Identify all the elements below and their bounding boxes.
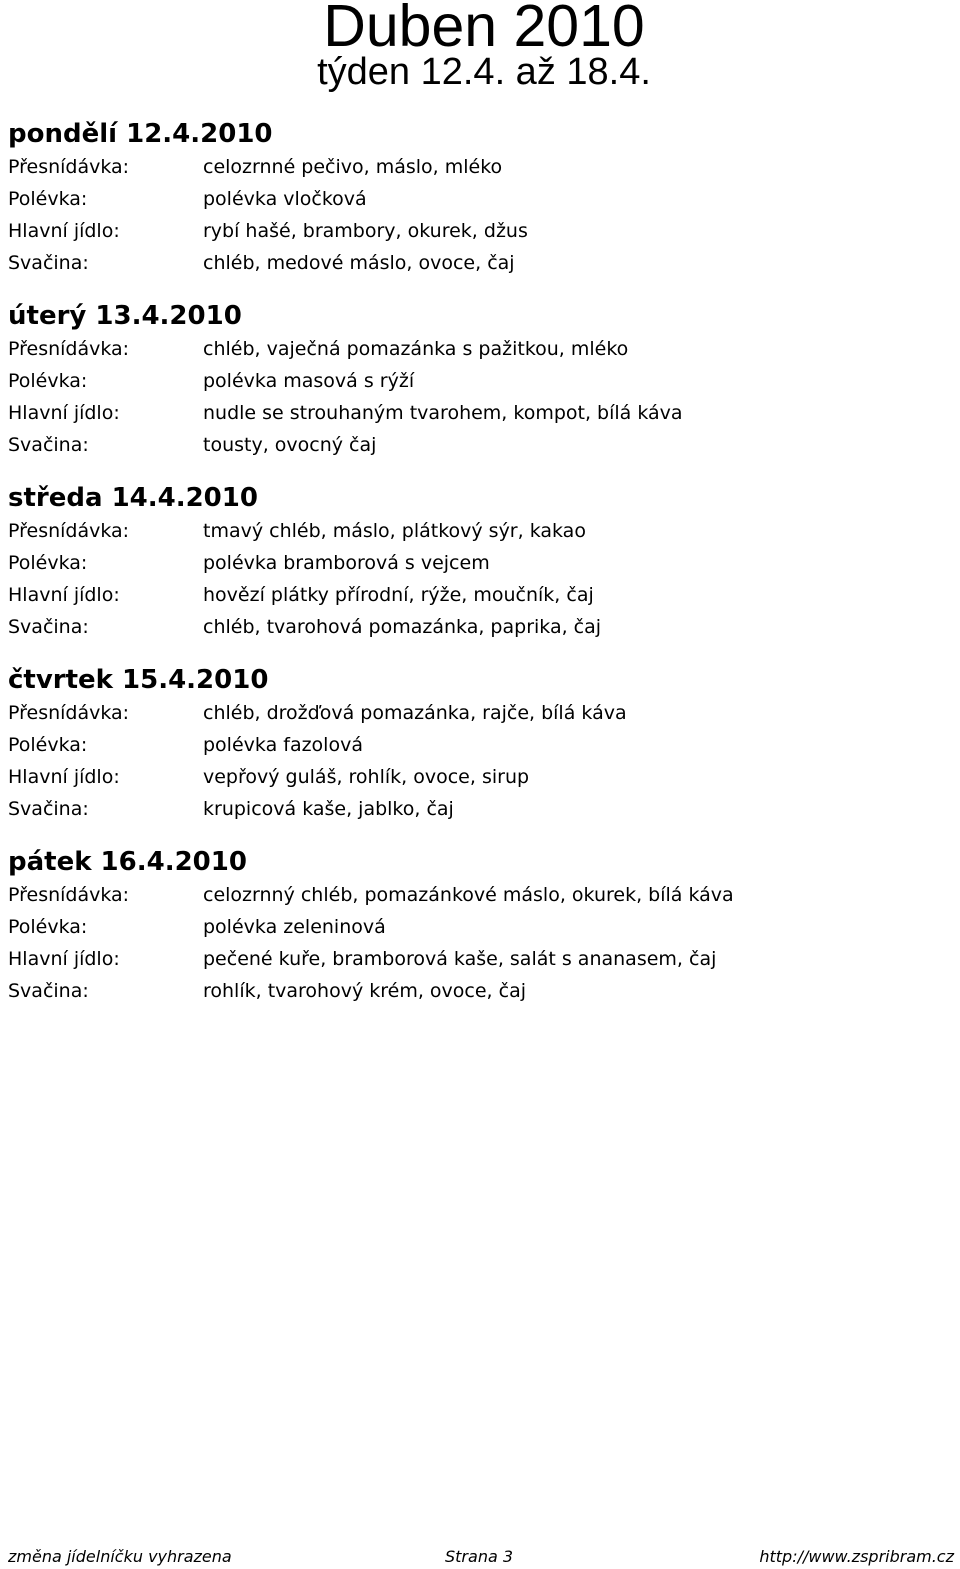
meal-text: polévka vločková: [203, 188, 367, 210]
meal-row-snack: [8, 975, 953, 1007]
meal-text: nudle se strouhaným tvarohem, kompot, bílá káva: [203, 402, 683, 424]
day-heading: pondělí 12.4.2010: [8, 119, 273, 149]
footer-disclaimer: změna jídelníčku vyhrazena: [8, 1547, 232, 1566]
meal-row-snack: [8, 247, 953, 279]
meal-label: Svačina:: [8, 434, 89, 456]
page-title: Duben 2010: [323, 0, 645, 59]
footer-url: http://www.zspribram.cz: [759, 1547, 954, 1566]
meal-text: chléb, drožďová pomazánka, rajče, bílá káva: [203, 702, 627, 724]
meal-row-breakfast: [8, 333, 953, 365]
meal-text: hovězí plátky přírodní, rýže, moučník, čaj: [203, 584, 594, 606]
meal-label: Hlavní jídlo:: [8, 402, 120, 424]
meal-text: polévka zeleninová: [203, 916, 386, 938]
meal-text: pečené kuře, bramborová kaše, salát s ananasem, čaj: [203, 948, 717, 970]
meal-text: chléb, tvarohová pomazánka, paprika, čaj: [203, 616, 602, 638]
page-number: Strana 3: [445, 1547, 514, 1566]
day-heading: úterý 13.4.2010: [8, 301, 242, 331]
meal-row-breakfast: [8, 879, 953, 911]
meal-text: celozrnné pečivo, máslo, mléko: [203, 156, 503, 178]
meal-text: polévka masová s rýží: [203, 370, 415, 392]
meal-label: Polévka:: [8, 552, 88, 574]
meal-row-breakfast: [8, 151, 953, 183]
meal-label: Přesnídávka:: [8, 338, 130, 360]
meal-label: Přesnídávka:: [8, 884, 130, 906]
meal-row-soup: [8, 365, 953, 397]
meal-row-soup: [8, 729, 953, 761]
day-section: [8, 299, 953, 461]
meal-text: chléb, vaječná pomazánka s pažitkou, mléko: [203, 338, 629, 360]
meal-label: Polévka:: [8, 370, 88, 392]
meal-label: Polévka:: [8, 734, 88, 756]
meal-row-soup: [8, 183, 953, 215]
meal-label: Přesnídávka:: [8, 702, 130, 724]
day-heading: pátek 16.4.2010: [8, 847, 247, 877]
meal-row-snack: [8, 429, 953, 461]
meal-label: Svačina:: [8, 252, 89, 274]
meal-label: Přesnídávka:: [8, 520, 130, 542]
meal-label: Polévka:: [8, 188, 88, 210]
week-range: týden 12.4. až 18.4.: [317, 51, 651, 93]
day-heading: středa 14.4.2010: [8, 483, 258, 513]
day-section: [8, 663, 953, 825]
meal-row-main: [8, 397, 953, 429]
day-section: [8, 845, 953, 1007]
meal-row-snack: [8, 793, 953, 825]
meal-text: polévka fazolová: [203, 734, 363, 756]
meal-label: Přesnídávka:: [8, 156, 130, 178]
meal-text: rybí hašé, brambory, okurek, džus: [203, 220, 528, 242]
meal-row-breakfast: [8, 515, 953, 547]
meal-row-soup: [8, 547, 953, 579]
meal-text: tmavý chléb, máslo, plátkový sýr, kakao: [203, 520, 586, 542]
meal-label: Hlavní jídlo:: [8, 948, 120, 970]
meal-row-soup: [8, 911, 953, 943]
meal-label: Hlavní jídlo:: [8, 584, 120, 606]
meal-row-main: [8, 215, 953, 247]
meal-row-breakfast: [8, 697, 953, 729]
meal-label: Polévka:: [8, 916, 88, 938]
meal-text: polévka bramborová s vejcem: [203, 552, 490, 574]
meal-text: rohlík, tvarohový krém, ovoce, čaj: [203, 980, 526, 1002]
meal-row-main: [8, 579, 953, 611]
meal-text: chléb, medové máslo, ovoce, čaj: [203, 252, 515, 274]
meal-label: Svačina:: [8, 798, 89, 820]
meal-text: vepřový guláš, rohlík, ovoce, sirup: [203, 766, 530, 788]
meal-label: Svačina:: [8, 980, 89, 1002]
day-heading: čtvrtek 15.4.2010: [8, 665, 269, 695]
page-footer: [0, 1545, 960, 1569]
meal-row-main: [8, 761, 953, 793]
meal-label: Svačina:: [8, 616, 89, 638]
meal-text: celozrnný chléb, pomazánkové máslo, okurek, bílá káva: [203, 884, 734, 906]
meal-text: tousty, ovocný čaj: [203, 434, 377, 456]
meal-row-snack: [8, 611, 953, 643]
menu-days: [8, 117, 953, 1027]
meal-row-main: [8, 943, 953, 975]
day-section: [8, 481, 953, 643]
meal-label: Hlavní jídlo:: [8, 766, 120, 788]
day-section: [8, 117, 953, 279]
meal-text: krupicová kaše, jablko, čaj: [203, 798, 454, 820]
meal-label: Hlavní jídlo:: [8, 220, 120, 242]
